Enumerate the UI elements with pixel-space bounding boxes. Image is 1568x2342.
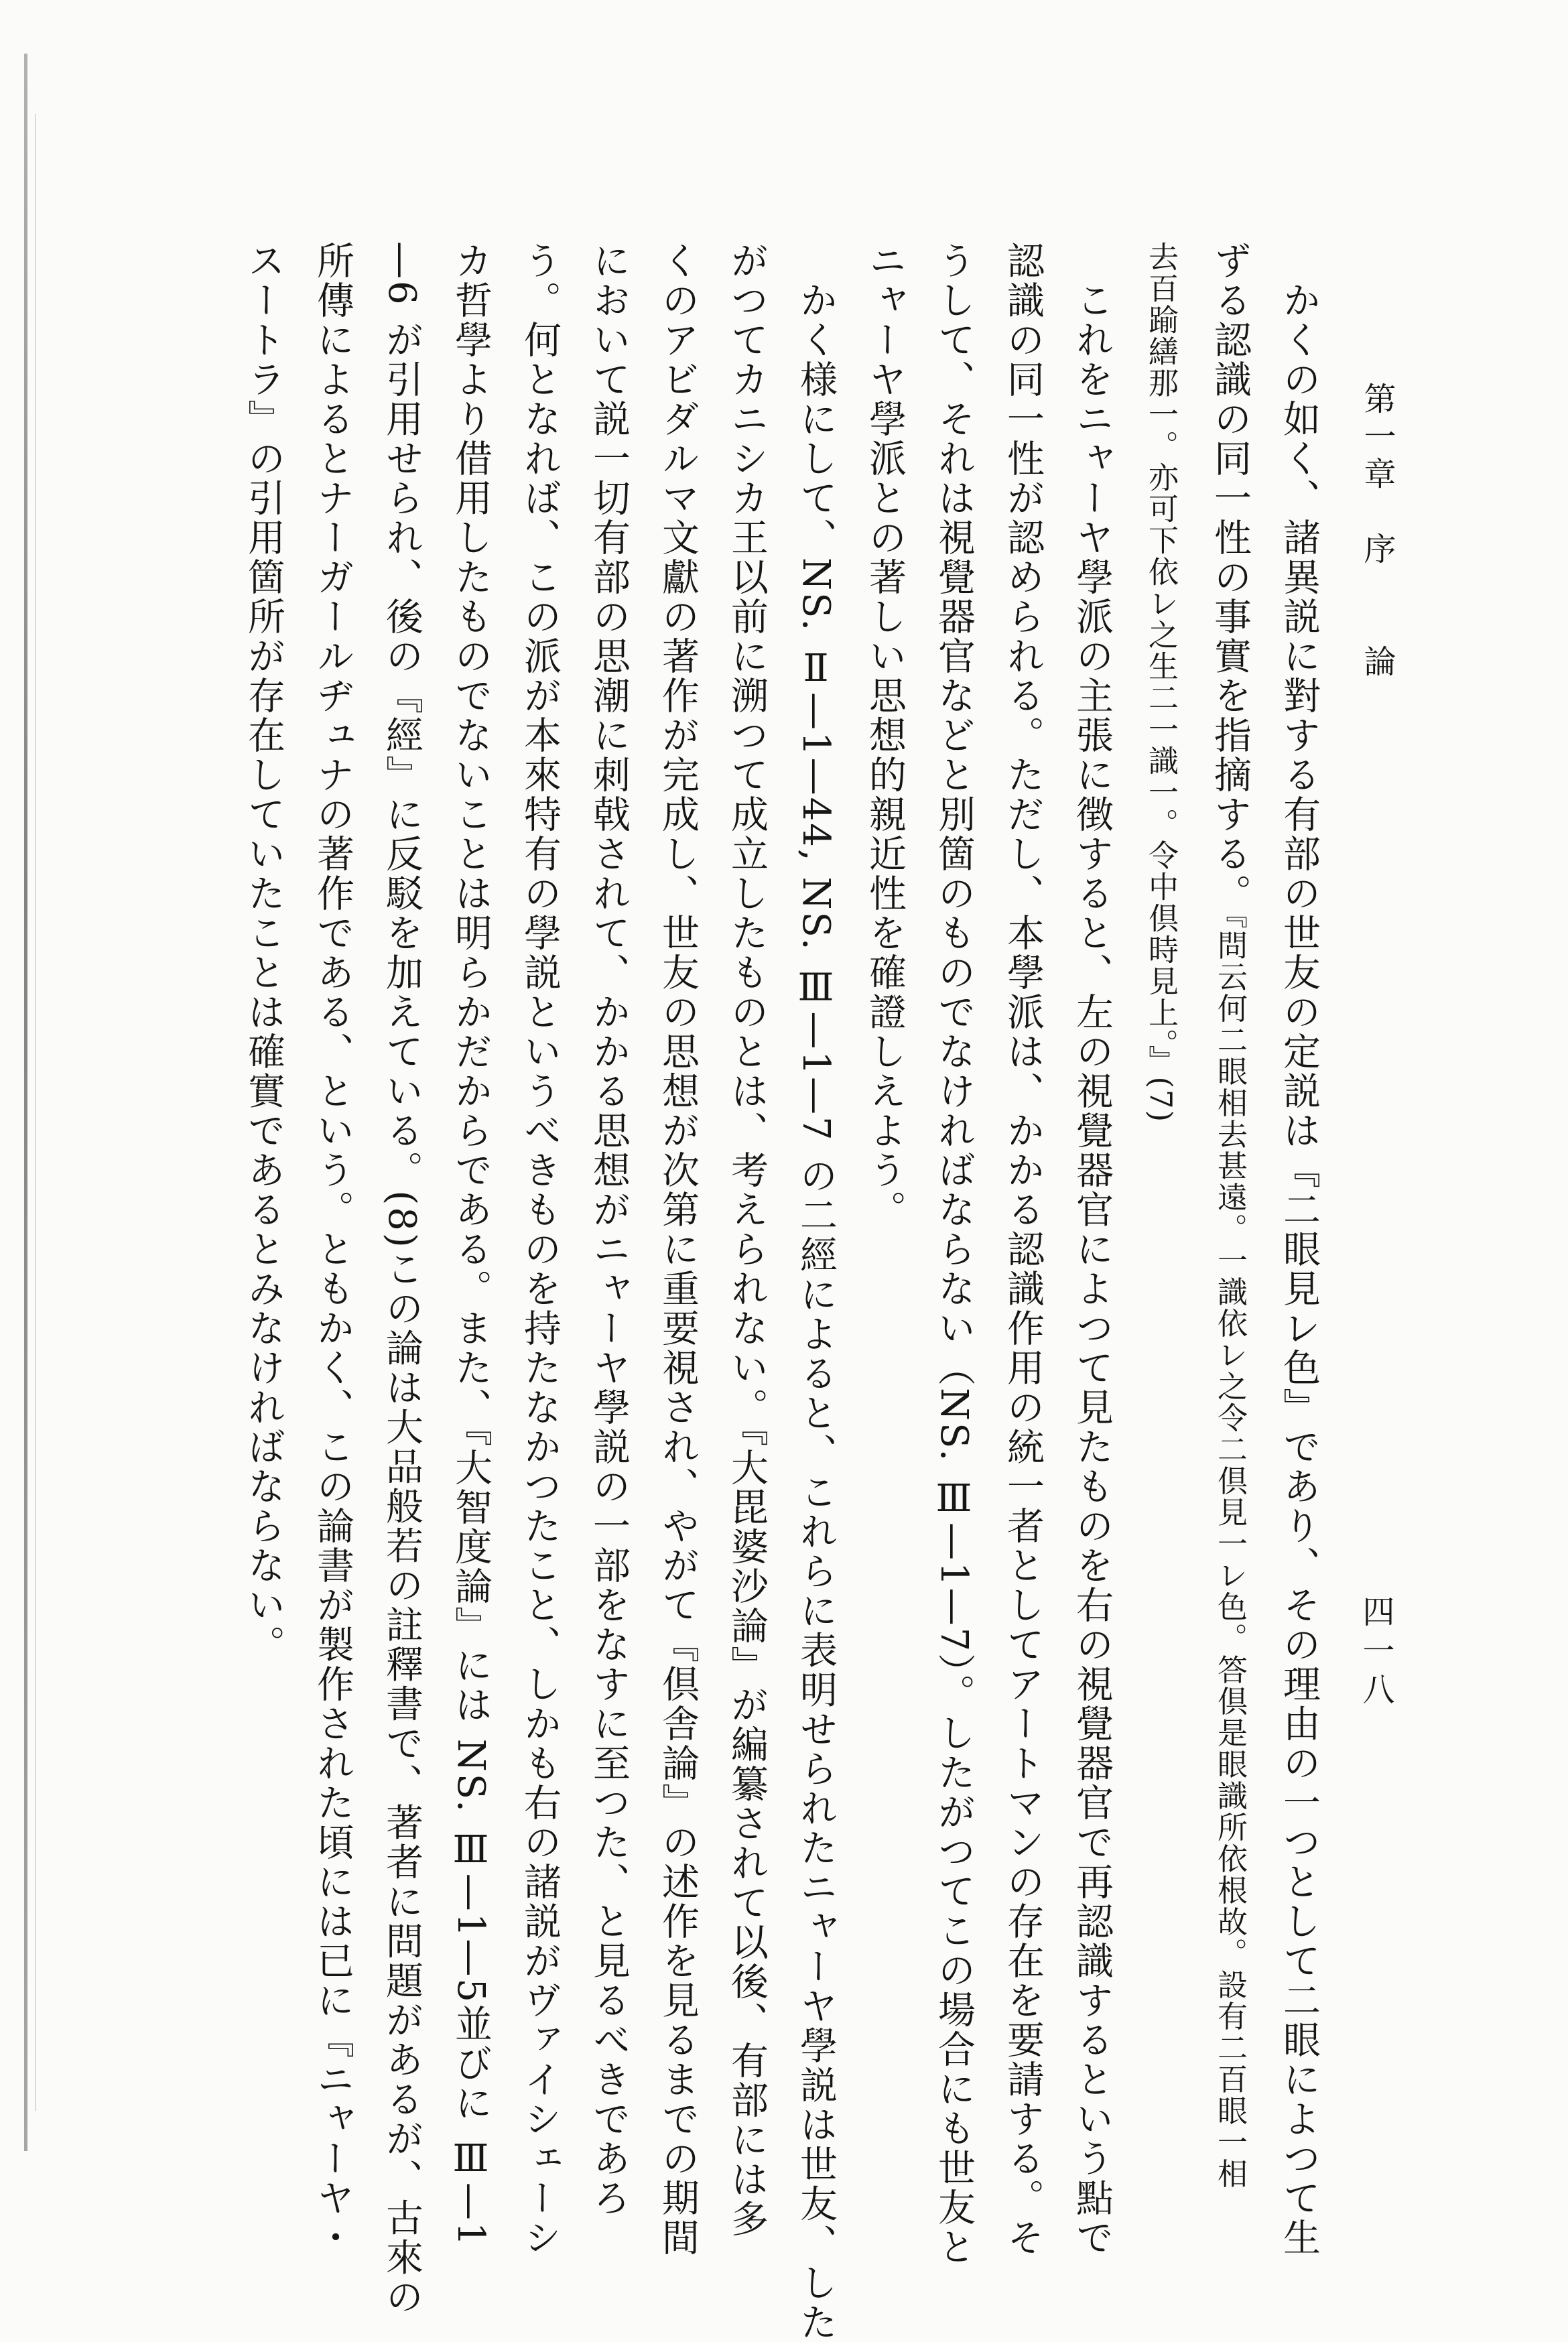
text-line: —6 が引用せられ、後の『經』に反駁を加えている。(8)この論は大品般若の註釋書で、著者に問題があるが、古來の bbox=[380, 241, 423, 2317]
text-line: 所傳によるとナーガールヂュナの著作である、という。ともかく、この論書が製作された頃には已に『ニャーヤ・ bbox=[311, 241, 354, 2258]
body-text-column bbox=[147, 241, 1333, 2342]
citation-quote: 去百踰繕那一。亦可下依レ之生二一識一。令中倶時見上。』 bbox=[1143, 241, 1179, 1077]
scan-shadow-line bbox=[35, 114, 36, 2111]
text-line bbox=[1126, 241, 1195, 2010]
text-line: ニャーヤ學派との著しい思想的親近性を確證しえよう。 bbox=[863, 241, 907, 1230]
text-line: かくの如く、諸異説に對する有部の世友の定説は『二眼見レ色』であり、その理由の一つとして二眼によつて生 bbox=[1277, 280, 1321, 2258]
text-line: において説一切有部の思潮に刺戟されて、かかる思想がニャーヤ學説の一部をなすに至つた、と見るべきであろ bbox=[587, 241, 631, 2218]
running-head-chapter-title: 第一章 序 論 bbox=[1358, 382, 1396, 682]
text-line: ずる認識の同一性の事實を指摘する。『問云何二眼相去甚遠。一識依レ之令二倶見一レ色。答倶是眼識所依根故。設有二百眼一相 bbox=[1208, 241, 1252, 2190]
text-line: 認識の同一性が認められる。ただし、本學派は、かかる認識作用の統一者としてアートマンの存在を要請する。そ bbox=[1001, 241, 1045, 2258]
text-line: うして、それは視覺器官などと別箇のものでなければならない（NS. Ⅲ—1—7）。したがつてこの場合にも世友と bbox=[932, 241, 976, 2268]
text-line: がつてカニシカ王以前に溯つて成立したものとは、考えられない。『大毘婆沙論』が編纂されて以後、有部には多 bbox=[725, 241, 769, 2239]
citation-quote: 『問云何二眼相去甚遠。一識依レ之令二倶見一レ色。答倶是眼識所依根故。設有二百眼一相 bbox=[1212, 913, 1248, 2190]
text-line: スートラ』の引用箇所が存在していたことは確實であるとみなければならない。 bbox=[242, 241, 285, 1665]
page-number: 四一八 bbox=[1357, 1595, 1394, 1711]
scan-binding-edge bbox=[24, 54, 27, 2151]
text-line: う。何となれば、この派が本來特有の學説というべきものを持たなかつたこと、しかも右の諸説がヴァイシェーシ bbox=[518, 241, 562, 2258]
text-line: カ哲學より借用したものでないことは明らかだからである。また、『大智度論』には NS. Ⅲ—1—5並びに Ⅲ—1 bbox=[449, 241, 493, 2248]
text-line: かく様にして、NS. Ⅱ—1—44, NS. Ⅲ—1—7 の二經によると、これらに表明せられたニャーヤ學説は世友、した bbox=[794, 280, 838, 2342]
text-line: くのアビダルマ文獻の著作が完成し、世友の思想が次第に重要視され、やがて『倶舎論』の述作を見るまでの期間 bbox=[656, 241, 700, 2258]
text-line: これをニャーヤ學派の主張に徴すると、左の視覺器官によつて見たものを右の視覺器官で再認識するという點で bbox=[1070, 280, 1114, 2258]
footnote-marker: (7) bbox=[1143, 1076, 1179, 1124]
